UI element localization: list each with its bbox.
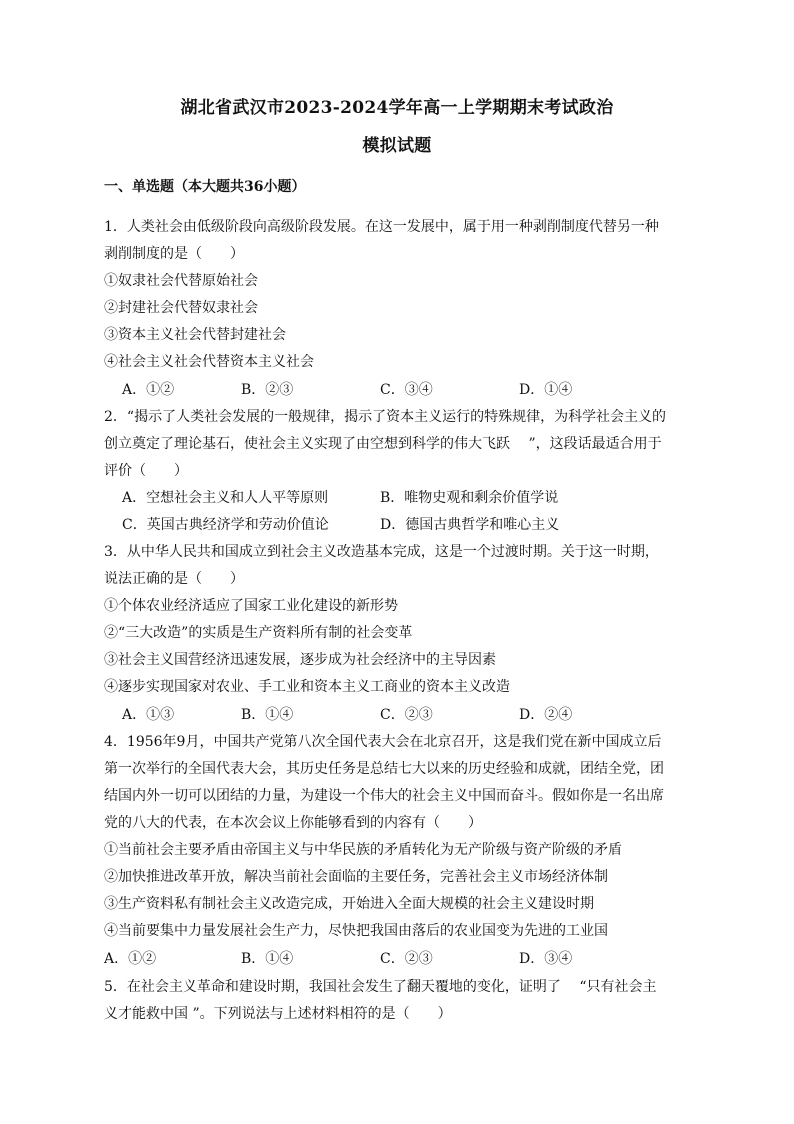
q1-statement-1: ①奴隶社会代替原始社会 [104,273,258,289]
q2-stem-line3: 评价（ ） [104,463,188,479]
q1-option-d: D．①④ [519,382,573,398]
q3-statement-1: ①个体农业经济适应了国家工业化建设的新形势 [104,598,398,614]
q1-option-a: A．①② [122,382,175,398]
q3-option-a: A．①③ [122,707,175,723]
q2-option-c: C．英国古典经济学和劳动价值论 [122,517,329,533]
q4-stem-line2: 第一次举行的全国代表大会，其历史任务是总结七大以来的历史经验和成就，团结全党，团 [104,761,664,777]
q3-statement-4: ④逐步实现国家对农业、手工业和资本主义工商业的资本主义改造 [104,679,510,695]
q3-stem-line1: 3．从中华人民共和国成立到社会主义改造基本完成，这是一个过渡时期。关于这一时期， [104,544,659,560]
q4-statement-2: ②加快推进改革开放，解决当前社会面临的主要任务，完善社会主义市场经济体制 [104,869,608,885]
q2-option-a: A．空想社会主义和人人平等原则 [122,490,329,506]
q1-stem-line1: 1．人类社会由低级阶段向高级阶段发展。在这一发展中，属于用一种剥削制度代替另一种 [104,219,659,235]
q4-stem-line1: 4．1956年9月，中国共产党第八次全国代表大会在北京召开，这是我们党在新中国成立后 [104,734,662,750]
q2-stem-line1: 2．“揭示了人类社会发展的一般规律，揭示了资本主义运行的特殊规律，为科学社会主义的 [104,409,667,425]
q1-statement-2: ②封建社会代替奴隶社会 [104,300,258,316]
q2-stem-line2: 创立奠定了理论基石，使社会主义实现了由空想到科学的伟大飞跃 ”，这段话最适合用于 [104,436,662,452]
q3-statement-2: ②“三大改造”的实质是生产资料所有制的社会变革 [104,625,413,641]
q5-stem-line2: 义才能救中国 ”。下列说法与上述材料相符的是（ ） [104,1006,452,1022]
q5-stem-line1: 5．在社会主义革命和建设时期，我国社会发生了翻天覆地的变化，证明了 “只有社会主 [104,979,657,995]
doc-title-line2: 模拟试题 [362,136,432,156]
q4-option-d: D．③④ [519,951,573,967]
q4-statement-3: ③生产资料私有制社会主义改造完成，开始进入全面大规模的社会主义建设时期 [104,896,594,912]
q1-option-c: C．③④ [380,382,433,398]
q4-stem-line3: 结国内外一切可以团结的力量，为建设一个伟大的社会主义中国而奋斗。假如你是一名出席 [104,788,664,804]
q2-option-b: B．唯物史观和剩余价值学说 [380,490,559,506]
doc-title-line1: 湖北省武汉市2023-2024学年高一上学期期末考试政治 [180,98,614,118]
q2-option-d: D．德国古典哲学和唯心主义 [380,517,560,533]
q3-option-c: C．②③ [380,707,433,723]
q1-stem-line2: 剥削制度的是（ ） [104,246,244,262]
section-heading: 一、单选题（本大题共36小题） [104,179,306,195]
q3-option-d: D．②④ [519,707,573,723]
q4-option-b: B．①④ [241,951,294,967]
q4-statement-1: ①当前社会主要矛盾由帝国主义与中华民族的矛盾转化为无产阶级与资产阶级的矛盾 [104,842,622,858]
q3-statement-3: ③社会主义国营经济迅速发展，逐步成为社会经济中的主导因素 [104,652,496,668]
q3-option-b: B．①④ [241,707,294,723]
q1-option-b: B．②③ [241,382,294,398]
q1-statement-4: ④社会主义社会代替资本主义社会 [104,354,314,370]
q1-statement-3: ③资本主义社会代替封建社会 [104,327,286,343]
q3-stem-line2: 说法正确的是（ ） [104,571,244,587]
q4-statement-4: ④当前要集中力量发展社会生产力，尽快把我国由落后的农业国变为先进的工业国 [104,923,608,939]
q4-option-c: C．②③ [380,951,433,967]
q4-option-a: A．①② [104,951,157,967]
q4-stem-line4: 党的八大的代表，在本次会议上你能够看到的内容有（ ） [104,815,482,831]
